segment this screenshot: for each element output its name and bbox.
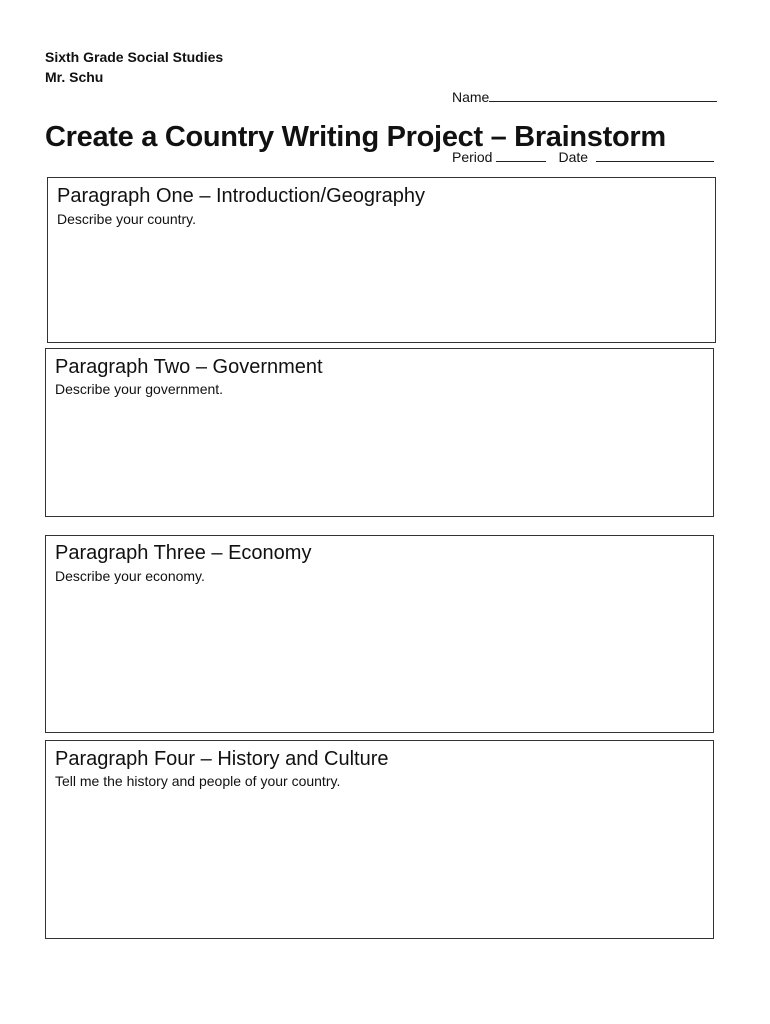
section-box-paragraph-one[interactable]	[47, 177, 716, 343]
course-header	[45, 47, 223, 87]
name-label: Name	[452, 89, 490, 105]
name-line	[452, 87, 717, 107]
section-prompt: Describe your government.	[55, 381, 224, 397]
teacher-name: Mr. Schu	[45, 69, 104, 85]
name-field[interactable]	[489, 88, 717, 102]
section-heading: Paragraph Two – Government	[55, 356, 323, 378]
section-prompt: Describe your country.	[57, 211, 197, 227]
section-prompt: Tell me the history and people of your country.	[55, 773, 341, 789]
section-heading: Paragraph One – Introduction/Geography	[57, 185, 426, 207]
section-heading: Paragraph Four – History and Culture	[55, 748, 389, 770]
course-name: Sixth Grade Social Studies	[45, 49, 224, 65]
student-info-block	[452, 47, 717, 187]
section-box-paragraph-four[interactable]	[45, 740, 714, 939]
section-box-paragraph-three[interactable]	[45, 535, 714, 733]
section-box-paragraph-two[interactable]	[45, 348, 714, 517]
date-label: Date	[558, 149, 589, 165]
section-prompt: Describe your economy.	[55, 568, 205, 584]
section-heading: Paragraph Three – Economy	[55, 542, 312, 564]
period-label: Period	[452, 149, 493, 165]
page-title: Create a Country Writing Project – Brainstorm	[45, 121, 666, 153]
